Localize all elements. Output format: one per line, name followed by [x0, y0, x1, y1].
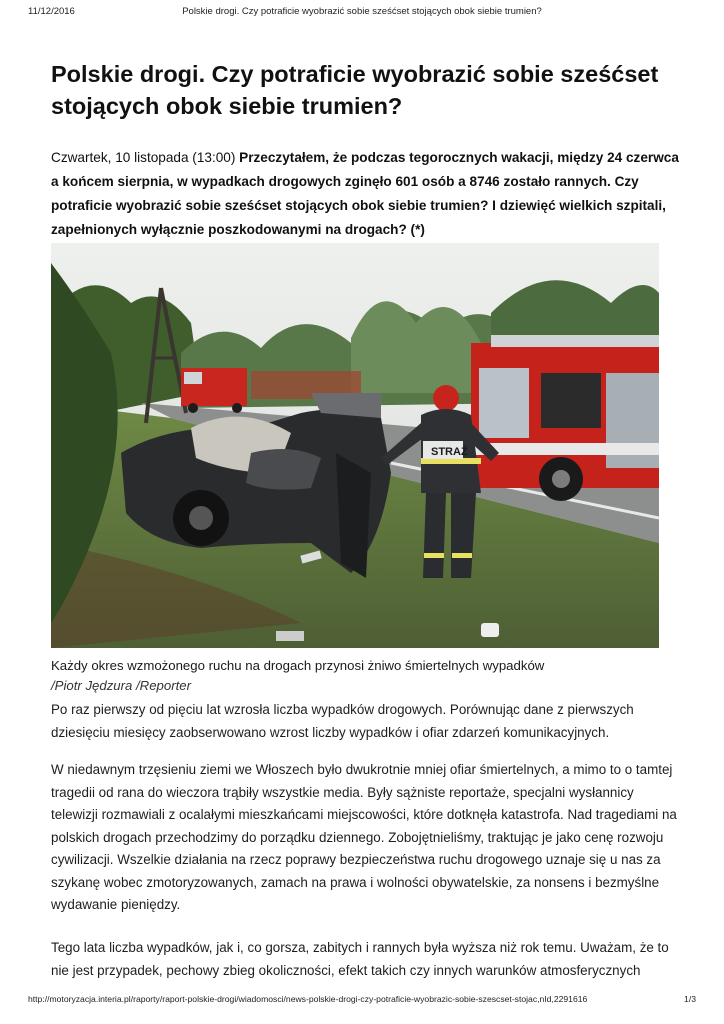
caption-text: Każdy okres wzmożonego ruchu na drogach przynosi żniwo śmiertelnych wypadków: [51, 658, 545, 673]
firefighter-jacket-label: STRAŻ: [431, 446, 468, 458]
photo-caption: [51, 656, 681, 696]
article-paragraph: Tego lata liczba wypadków, jak i, co gorsza, zabitych i rannych była wyższa niż rok temu. Uważam, że to nie jest przypadek, pechowy zbieg okoliczności, efekt takich czy innych warunków atmosferycznych: [51, 940, 669, 978]
article-date: Czwartek, 10 listopada (13:00): [51, 150, 236, 165]
lead-text: Przeczytałem, że podczas tegorocznych wakacji, między 24 czerwca a końcem sierpnia, w wypadkach drogowych zginęło 601 osób a 8746 zostało rannych. Czy potraficie wyobrazić sobie sześćset stojących obok siebie trumien? I dziewięć wielkich szpitali, zapełnionych wyłącznie poszkodowanymi na drogach? (*): [51, 150, 679, 237]
source-url: http://motoryzacja.interia.pl/raporty/raport-polskie-drogi/wiadomosci/news-polskie-drogi-czy-potraficie-wyobrazic-sobie-szescset-stojac,nId,2291616: [28, 994, 588, 1004]
print-page-title: Polskie drogi. Czy potraficie wyobrazić sobie sześćset stojących obok siebie trumien?: [182, 6, 542, 17]
print-header: [28, 6, 696, 20]
page-number: 1/3: [684, 994, 696, 1004]
article-title: Polskie drogi. Czy potraficie wyobrazić sobie sześćset stojących obok siebie trumien?: [51, 61, 659, 119]
print-date: 11/12/2016: [28, 6, 75, 17]
article-paragraph: W niedawnym trzęsieniu ziemi we Włoszech było dwukrotnie mniej ofiar śmiertelnych, a mimo to o tamtej tragedii od rana do wieczora trąbiły wszystkie media. Były sążniste reportaże, specjalni wysłannicy telewizji rozmawiali z ocalałymi mieszkańcami miejscowości, które dotknęła katastrofa. Nad tragediami na polskich drogach przechodzimy do porządku dziennego. Zobojętnieliśmy, traktując je jako cenę rozwoju cywilizacji. Wszelkie działania na rzecz poprawy bezpieczeństwa ruchu drogowego uznaje się u nas za szykanę wobec zmotoryzowanych, zamach na prawa i wolności obywatelskie, za nonsens i bezmyślne wydawanie pieniędzy.: [51, 762, 677, 912]
article-photo: [51, 243, 659, 648]
article-lead: [51, 146, 679, 242]
photo-credit: /Piotr Jędzura /Reporter: [51, 678, 191, 693]
article-paragraph: Po raz pierwszy od pięciu lat wzrosła liczba wypadków drogowych. Porównując dane z pierwszych dziesięciu miesięcy zaobserwowano wzrost liczby wypadków i ofiar zdarzeń komunikacyjnych.: [51, 702, 634, 740]
